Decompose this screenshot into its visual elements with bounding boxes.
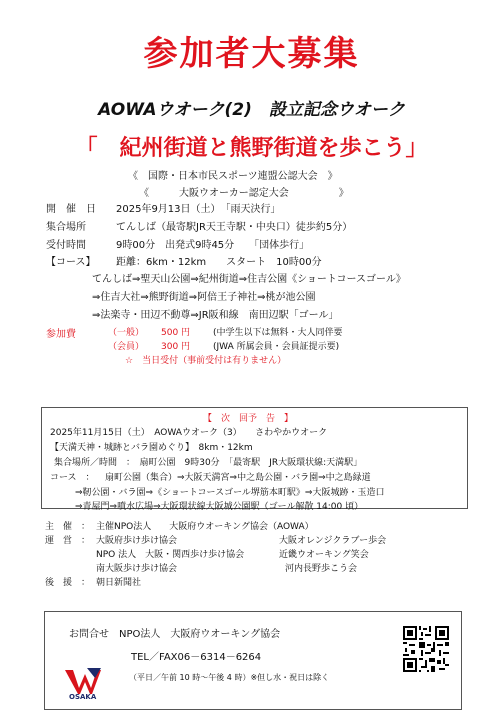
detail-label-course: 【コース】 (46, 257, 96, 268)
fee-type-general: （一般） (108, 328, 145, 338)
support-label: 後 援 ： (45, 578, 91, 588)
certification-2: 《 大阪ウオーカー認定大会 》 (139, 188, 349, 199)
detail-value-course: 距離：6km・12km スタート 10時00分 (116, 257, 322, 268)
next-event-course-label: コース ： (50, 473, 95, 483)
next-event-box (41, 407, 468, 512)
support-name: 朝日新聞社 (96, 578, 142, 588)
contact-phone: TEL／FAX06－6314－6264 (131, 652, 262, 663)
operate-label: 運 営 ： (45, 536, 91, 546)
event-headline: 「 紀州街道と熊野街道を歩こう」 (75, 136, 428, 161)
next-event-course-3: ⇒青屋門⇒噴水広場⇒大阪環状線大阪城公園駅（ゴール解散 14:00 頃） (75, 502, 364, 512)
operator-left-2: NPO 法人 大阪・関西歩け歩け協会 (96, 550, 245, 560)
contact-hours: （平日／午前 10 時～午後 4 時）※但し水・祝日は除く (129, 673, 330, 682)
page-title: 参加者大募集 (143, 34, 360, 74)
detail-label-time: 受付時間 (46, 240, 86, 251)
operator-right-2: 近畿ウオーキング笑会 (279, 550, 369, 560)
qr-code-icon (403, 626, 449, 672)
course-line-1: てんしば⇒聖天山公園⇒紀州街道⇒住吉公園《ショートコースゴール》 (92, 274, 406, 285)
detail-value-place: てんしば（最寄駅JR天王寺駅・中央口）徒歩約5分） (116, 222, 353, 233)
fee-note-general: (中学生以下は無料・大人同伴要 (213, 328, 343, 338)
certification-1: 《 国際・日本市民スポーツ連盟公認大会 》 (128, 171, 338, 182)
next-event-course-2: ⇒靭公園・バラ園⇒《ショートコースゴール堺筋本町駅》⇒大阪城跡・玉造口 (75, 488, 385, 498)
next-event-date: 2025年11月15日（土） AOWAウオーク（3） さわやかウオーク (50, 428, 328, 438)
host-name: 主催NPO法人 大阪府ウオーキング協会（AOWA） (96, 522, 314, 532)
next-event-meeting: 集合場所／時間 ： 扇町公園 9時30分 「最寄駅 JR大阪環状線:天満駅」 (54, 458, 363, 468)
event-subtitle: AOWAウオーク(2) 設立記念ウオーク (98, 100, 405, 120)
operator-right-1: 大阪オレンジクラブー歩会 (279, 536, 387, 546)
operator-right-3: 河内長野歩こう会 (285, 564, 358, 574)
course-line-3: ⇒法楽寺・田辺不動尊⇒JR阪和線 南田辺駅「ゴール」 (92, 310, 339, 321)
detail-label-place: 集合場所 (46, 222, 86, 233)
fee-price-general: 500 円 (161, 328, 191, 338)
contact-box (44, 611, 462, 710)
fee-note-member: (JWA 所属会員・会員証提示要) (213, 342, 340, 352)
operator-left-1: 大阪府歩け歩け協会 (96, 536, 178, 546)
host-label: 主 催 ： (45, 522, 91, 532)
next-event-theme: 【天満天神・城跡とバラ園めぐり】 8km・12km (50, 443, 253, 453)
same-day-note: ☆ 当日受付（事前受付は有りません） (125, 356, 287, 366)
fee-type-member: （会員） (108, 342, 145, 352)
fee-price-member: 300 円 (161, 342, 191, 352)
operator-left-3: 南大阪歩け歩け協会 (96, 564, 178, 574)
detail-label-date: 開 催 日 (46, 204, 96, 215)
contact-org: お問合せ NPO法人 大阪府ウオーキング協会 (69, 629, 281, 640)
course-line-2: ⇒住吉大社⇒熊野街道⇒阿倍王子神社⇒桃が池公園 (92, 292, 316, 303)
next-event-heading: 【 次 回予 告 】 (203, 414, 294, 424)
detail-value-date: 2025年9月13日（土） 「雨天決行」 (116, 204, 281, 215)
aowa-logo (61, 664, 105, 702)
logo-text: OSAKA (69, 693, 97, 701)
qr-code[interactable] (403, 626, 449, 672)
next-event-course-1: 扇町公園（集合）⇒大阪天満宮⇒中之島公園・バラ園⇒中之島緑道 (105, 473, 371, 483)
fee-label: 参加費 (46, 329, 76, 340)
detail-value-time: 9時00分 出発式9時45分 「団体歩行」 (116, 240, 310, 251)
